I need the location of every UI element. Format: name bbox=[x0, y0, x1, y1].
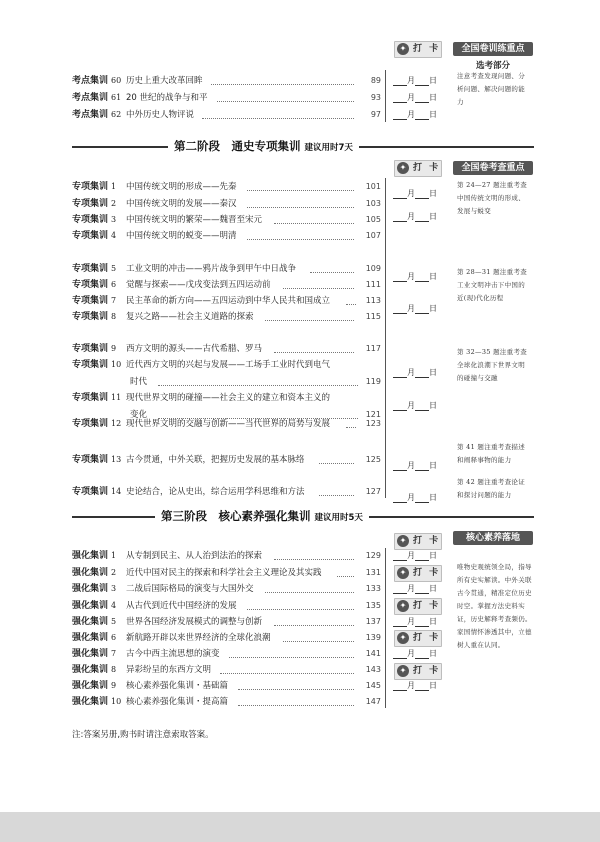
entry-label bbox=[72, 278, 116, 292]
entry-label bbox=[72, 647, 116, 661]
toc-entry[interactable] bbox=[0, 663, 600, 677]
entry-title: 历史上重大改革回眸 bbox=[126, 76, 203, 86]
checkin-date[interactable] bbox=[393, 188, 437, 199]
entry-label-text: 专项集训 bbox=[72, 264, 109, 274]
entry-title: 新航路开辟以来世界经济的全球化浪潮 bbox=[126, 633, 271, 643]
entry-number: 2 bbox=[111, 199, 117, 208]
entry-title: 核心素养强化集训・提高篇 bbox=[126, 697, 229, 707]
entry-label bbox=[72, 599, 116, 613]
leader-dots bbox=[238, 689, 354, 690]
entry-title: 中国传统文明的蜕变——明清 bbox=[126, 231, 237, 241]
entry-label bbox=[72, 582, 116, 596]
entry-title: 中外历史人物评说 bbox=[126, 110, 195, 120]
month-blank[interactable] bbox=[393, 110, 407, 120]
month-char: 月 bbox=[407, 189, 415, 198]
entry-label-text: 强化集训 bbox=[72, 649, 109, 659]
entry-label-text: 强化集训 bbox=[72, 601, 109, 611]
entry-title: 古今中西主流思想的演变 bbox=[126, 649, 220, 659]
page-number: 131 bbox=[365, 568, 381, 577]
entry-number: 3 bbox=[111, 215, 117, 224]
entry-number: 9 bbox=[111, 681, 117, 690]
leader-dots bbox=[319, 495, 354, 496]
toc-entry[interactable] bbox=[0, 74, 600, 88]
checkin-button[interactable] bbox=[394, 630, 442, 647]
checkin-label: 打 卡 bbox=[413, 536, 441, 546]
page-number: 97 bbox=[370, 110, 381, 119]
checkin-date[interactable] bbox=[393, 400, 437, 411]
page-number: 129 bbox=[365, 551, 381, 560]
entry-title: 20 世纪的战争与和平 bbox=[126, 93, 208, 103]
page-number: 119 bbox=[365, 377, 381, 386]
entry-label-text: 强化集训 bbox=[72, 584, 109, 594]
entry-label bbox=[72, 566, 116, 580]
entry-label-text: 专项集训 bbox=[72, 280, 109, 290]
entry-number: 9 bbox=[111, 344, 117, 353]
leader-dots bbox=[337, 576, 354, 577]
month-blank[interactable] bbox=[393, 189, 407, 199]
checkin-button[interactable] bbox=[394, 160, 442, 177]
month-blank[interactable] bbox=[393, 617, 407, 627]
exam-note-4: 第 41 题注重考查描述和阐释事物的能力 bbox=[457, 443, 526, 464]
entry-label-text: 专项集训 bbox=[72, 312, 109, 322]
page-number: 125 bbox=[365, 455, 381, 464]
day-char: 日 bbox=[429, 681, 437, 690]
leader-dots bbox=[310, 272, 354, 273]
section-tag: 核心素养落地 bbox=[453, 531, 533, 545]
month-char: 月 bbox=[407, 649, 415, 658]
checkin-date[interactable] bbox=[393, 460, 437, 471]
entry-label-text: 强化集训 bbox=[72, 551, 109, 561]
toc-entry[interactable] bbox=[0, 417, 600, 431]
entry-title-line2: 变化 bbox=[130, 410, 148, 420]
day-blank[interactable] bbox=[415, 461, 429, 471]
entry-number: 6 bbox=[111, 280, 117, 289]
month-blank[interactable] bbox=[393, 76, 407, 86]
entry-label-text: 强化集训 bbox=[72, 665, 109, 675]
leader-dots bbox=[211, 84, 354, 85]
entry-label bbox=[72, 549, 116, 563]
entry-title: 中国传统文明的发展——秦汉 bbox=[126, 199, 237, 209]
check-star-icon: ✦ bbox=[397, 632, 409, 644]
entry-title-line2: 时代 bbox=[130, 377, 148, 387]
month-char: 月 bbox=[407, 110, 415, 119]
checkin-button[interactable] bbox=[394, 565, 442, 582]
entry-label bbox=[72, 108, 121, 122]
month-char: 月 bbox=[407, 272, 415, 281]
entry-title: 民主革命的新方向——五四运动到中华人民共和国成立 bbox=[126, 296, 331, 306]
toc-entry[interactable] bbox=[0, 310, 600, 324]
day-char: 日 bbox=[429, 493, 437, 502]
checkin-date[interactable] bbox=[393, 367, 437, 378]
entry-label bbox=[72, 197, 116, 211]
section-tag: 全国卷训练重点 bbox=[453, 42, 533, 56]
month-blank[interactable] bbox=[393, 551, 407, 561]
leader-dots bbox=[274, 559, 354, 560]
entry-number: 4 bbox=[111, 231, 117, 240]
day-char: 日 bbox=[429, 272, 437, 281]
checkin-button[interactable] bbox=[394, 663, 442, 680]
entry-label-text: 专项集训 bbox=[72, 344, 109, 354]
entry-label-text: 专项集训 bbox=[72, 182, 109, 192]
check-star-icon: ✦ bbox=[397, 162, 409, 174]
page-number: 103 bbox=[365, 199, 381, 208]
leader-dots bbox=[220, 673, 354, 674]
check-star-icon: ✦ bbox=[397, 535, 409, 547]
entry-label bbox=[72, 615, 116, 629]
entry-number: 1 bbox=[111, 182, 117, 191]
checkin-date[interactable] bbox=[393, 583, 437, 594]
entry-title: 中国传统文明的形成——先秦 bbox=[126, 182, 237, 192]
entry-number: 8 bbox=[111, 312, 117, 321]
leader-dots bbox=[247, 239, 354, 240]
day-char: 日 bbox=[429, 189, 437, 198]
checkin-label: 打 卡 bbox=[413, 163, 441, 173]
day-blank[interactable] bbox=[415, 401, 429, 411]
leader-dots bbox=[274, 625, 354, 626]
month-blank[interactable] bbox=[393, 681, 407, 691]
exam-note-3: 第 32—35 题注重考查全球化浪潮下世界文明的碰撞与交融 bbox=[457, 348, 528, 382]
month-char: 月 bbox=[407, 368, 415, 377]
checkin-date[interactable] bbox=[393, 680, 437, 691]
toc-entry[interactable] bbox=[0, 391, 600, 405]
entry-number: 5 bbox=[111, 617, 117, 626]
leader-dots bbox=[283, 288, 354, 289]
checkin-date[interactable] bbox=[393, 211, 437, 222]
entry-number: 3 bbox=[111, 584, 117, 593]
month-blank[interactable] bbox=[393, 649, 407, 659]
entry-title: 复兴之路——社会主义道路的探索 bbox=[126, 312, 254, 322]
month-blank[interactable] bbox=[393, 304, 407, 314]
entry-title: 现代世界文明的碰撞——社会主义的建立和资本主义的 bbox=[126, 393, 331, 403]
entry-label bbox=[72, 310, 116, 324]
entry-title: 工业文明的冲击——鸦片战争到甲午中日战争 bbox=[126, 264, 297, 274]
page-number: 89 bbox=[370, 76, 381, 85]
entry-label bbox=[72, 180, 116, 194]
checkin-button[interactable] bbox=[394, 41, 442, 58]
day-blank[interactable] bbox=[415, 649, 429, 659]
checkin-button[interactable] bbox=[394, 598, 442, 615]
month-char: 月 bbox=[407, 212, 415, 221]
month-char: 月 bbox=[407, 681, 415, 690]
page-number: 139 bbox=[365, 633, 381, 642]
page-number: 93 bbox=[370, 93, 381, 102]
entry-number: 12 bbox=[111, 419, 122, 428]
entry-label-text: 强化集训 bbox=[72, 568, 109, 578]
entry-label-text: 专项集训 bbox=[72, 215, 109, 225]
entry-number: 14 bbox=[111, 487, 122, 496]
day-char: 日 bbox=[429, 584, 437, 593]
entry-title: 近代西方文明的兴起与发展——工场手工业时代到电气 bbox=[126, 360, 331, 370]
day-blank[interactable] bbox=[415, 368, 429, 378]
leader-dots bbox=[217, 101, 354, 102]
month-char: 月 bbox=[407, 551, 415, 560]
day-char: 日 bbox=[429, 304, 437, 313]
month-char: 月 bbox=[407, 93, 415, 102]
leader-dots bbox=[319, 463, 354, 464]
day-blank[interactable] bbox=[415, 681, 429, 691]
entry-label bbox=[72, 262, 116, 276]
page-number: 137 bbox=[365, 617, 381, 626]
checkin-date[interactable] bbox=[393, 648, 437, 659]
toc-entry[interactable] bbox=[0, 108, 600, 122]
day-blank[interactable] bbox=[415, 551, 429, 561]
leader-dots bbox=[265, 320, 354, 321]
day-char: 日 bbox=[429, 93, 437, 102]
entry-title: 中国传统文明的繁荣——魏晋至宋元 bbox=[126, 215, 263, 225]
entry-number: 8 bbox=[111, 665, 117, 674]
page-number: 145 bbox=[365, 681, 381, 690]
entry-title: 古今贯通，中外关联，把握历史发展的基本脉络 bbox=[126, 455, 305, 465]
entry-label-text: 专项集训 bbox=[72, 231, 109, 241]
month-blank[interactable] bbox=[393, 401, 407, 411]
entry-title: 近代中国对民主的探索和科学社会主义理论及其实践 bbox=[126, 568, 322, 578]
entry-label-text: 强化集训 bbox=[72, 633, 109, 643]
entry-label-text: 考点集训 bbox=[72, 76, 109, 86]
entry-label-text: 考点集训 bbox=[72, 110, 109, 120]
day-blank[interactable] bbox=[415, 189, 429, 199]
entry-label-text: 考点集训 bbox=[72, 93, 109, 103]
day-char: 日 bbox=[429, 551, 437, 560]
entry-number: 11 bbox=[111, 393, 122, 402]
section-note: 注意考查发现问题、分析问题、解决问题的能力 bbox=[457, 72, 525, 106]
entry-title: 从古代到近代中国经济的发展 bbox=[126, 601, 237, 611]
checkin-label: 打 卡 bbox=[413, 666, 441, 676]
leader-dots bbox=[274, 352, 354, 353]
entry-label bbox=[72, 631, 116, 645]
month-char: 月 bbox=[407, 401, 415, 410]
checkin-date[interactable] bbox=[393, 75, 437, 86]
leader-dots bbox=[283, 641, 354, 642]
leader-dots bbox=[247, 609, 354, 610]
page-number: 121 bbox=[365, 410, 381, 419]
entry-number: 4 bbox=[111, 601, 117, 610]
entry-label bbox=[72, 679, 116, 693]
entry-label bbox=[72, 229, 116, 243]
entry-number: 1 bbox=[111, 551, 117, 560]
entry-number: 2 bbox=[111, 568, 117, 577]
check-star-icon: ✦ bbox=[397, 600, 409, 612]
section-heading bbox=[168, 138, 359, 154]
month-char: 月 bbox=[407, 617, 415, 626]
toc-entry[interactable] bbox=[0, 695, 600, 709]
entry-label bbox=[72, 358, 121, 372]
month-blank[interactable] bbox=[393, 461, 407, 471]
entry-title: 从专制到民主、从人治到法治的探索 bbox=[126, 551, 263, 561]
day-char: 日 bbox=[429, 212, 437, 221]
entry-title: 二战后国际格局的演变与大国外交 bbox=[126, 584, 254, 594]
page-number: 109 bbox=[365, 264, 381, 273]
entry-label bbox=[72, 294, 116, 308]
month-char: 月 bbox=[407, 76, 415, 85]
entry-label-text: 专项集训 bbox=[72, 419, 109, 429]
checkin-label: 打 卡 bbox=[413, 633, 441, 643]
checkin-date[interactable] bbox=[393, 616, 437, 627]
day-char: 日 bbox=[429, 368, 437, 377]
checkin-label: 打 卡 bbox=[413, 568, 441, 578]
page-number: 105 bbox=[365, 215, 381, 224]
entry-number: 6 bbox=[111, 633, 117, 642]
month-blank[interactable] bbox=[393, 272, 407, 282]
checkin-date[interactable] bbox=[393, 550, 437, 561]
month-blank[interactable] bbox=[393, 93, 407, 103]
day-blank[interactable] bbox=[415, 212, 429, 222]
page-number: 143 bbox=[365, 665, 381, 674]
checkin-date[interactable] bbox=[393, 109, 437, 120]
page-number: 135 bbox=[365, 601, 381, 610]
exam-note-5: 第 42 题注重考查论证和探讨问题的能力 bbox=[457, 478, 526, 499]
entry-label bbox=[72, 391, 121, 405]
checkin-date[interactable] bbox=[393, 303, 437, 314]
day-char: 日 bbox=[429, 649, 437, 658]
toc-entry[interactable] bbox=[0, 91, 600, 105]
page-number: 111 bbox=[365, 280, 381, 289]
page-number: 141 bbox=[365, 649, 381, 658]
entry-title: 觉醒与探索——戊戌变法到五四运动前 bbox=[126, 280, 271, 290]
leader-dots bbox=[202, 118, 354, 119]
entry-label-text: 专项集训 bbox=[72, 296, 109, 306]
page-number: 113 bbox=[365, 296, 381, 305]
checkin-date[interactable] bbox=[393, 492, 437, 503]
day-blank[interactable] bbox=[415, 584, 429, 594]
entry-label bbox=[72, 663, 116, 677]
footnote: 注:答案另册,购书时请注意索取答案。 bbox=[72, 730, 214, 740]
check-star-icon: ✦ bbox=[397, 567, 409, 579]
section-title: 第二阶段 通史专项集训 bbox=[174, 139, 301, 153]
entry-label bbox=[72, 417, 121, 431]
entry-label bbox=[72, 453, 121, 467]
leader-dots bbox=[274, 223, 354, 224]
entry-number: 7 bbox=[111, 649, 117, 658]
entry-title: 核心素养强化集训・基础篇 bbox=[126, 681, 229, 691]
month-blank[interactable] bbox=[393, 212, 407, 222]
entry-label bbox=[72, 342, 116, 356]
page-number: 117 bbox=[365, 344, 381, 353]
checkin-date[interactable] bbox=[393, 271, 437, 282]
entry-title: 异彩纷呈的东西方文明 bbox=[126, 665, 212, 675]
check-star-icon: ✦ bbox=[397, 43, 409, 55]
section-duration: 建议用时5天 bbox=[314, 513, 363, 523]
entry-label bbox=[72, 74, 121, 88]
day-blank[interactable] bbox=[415, 272, 429, 282]
day-char: 日 bbox=[429, 461, 437, 470]
page-number: 127 bbox=[365, 487, 381, 496]
entry-number: 62 bbox=[111, 110, 122, 119]
entry-label-text: 专项集训 bbox=[72, 393, 109, 403]
exam-note-2: 第 28—31 题注重考查工业文明冲击下中国的近(现)代化历程 bbox=[457, 268, 528, 302]
section-heading bbox=[155, 508, 369, 524]
checkin-label: 打 卡 bbox=[413, 44, 441, 54]
month-char: 月 bbox=[407, 493, 415, 502]
leader-dots bbox=[229, 657, 354, 658]
entry-number: 13 bbox=[111, 455, 122, 464]
entry-label-text: 专项集训 bbox=[72, 360, 109, 370]
toc-entry[interactable] bbox=[0, 229, 600, 243]
month-blank[interactable] bbox=[393, 493, 407, 503]
elective-subtitle: 选考部分 bbox=[475, 61, 510, 71]
day-char: 日 bbox=[429, 401, 437, 410]
page-number: 107 bbox=[365, 231, 381, 240]
checkin-label: 打 卡 bbox=[413, 601, 441, 611]
entry-label bbox=[72, 213, 116, 227]
month-blank[interactable] bbox=[393, 368, 407, 378]
entry-label-text: 强化集训 bbox=[72, 697, 109, 707]
page-footer-band bbox=[0, 812, 600, 842]
core-literacy-note: 唯物史观统领全局，指导所有史实解读。中外关联古今贯通，精准定位历史时空。掌握方法史料实证，历史解释考查频仍。家国情怀渗透其中，立德树人重在认同。 bbox=[457, 563, 532, 649]
day-char: 日 bbox=[429, 617, 437, 626]
entry-title: 史论结合，论从史出，综合运用学科思维和方法 bbox=[126, 487, 305, 497]
entry-number: 5 bbox=[111, 264, 117, 273]
checkin-button[interactable] bbox=[394, 533, 442, 550]
page-number: 147 bbox=[365, 697, 381, 706]
day-blank[interactable] bbox=[415, 110, 429, 120]
entry-number: 10 bbox=[111, 360, 122, 369]
section-duration: 建议用时7天 bbox=[304, 143, 353, 153]
section-tag: 全国卷考查重点 bbox=[453, 161, 533, 175]
entry-number: 61 bbox=[111, 93, 122, 102]
day-blank[interactable] bbox=[415, 617, 429, 627]
entry-title: 西方文明的源头——古代希腊、罗马 bbox=[126, 344, 263, 354]
day-blank[interactable] bbox=[415, 304, 429, 314]
entry-title: 现代世界文明的交融与创新——当代世界的局势与发展 bbox=[126, 419, 331, 429]
page-number: 101 bbox=[365, 182, 381, 191]
leader-dots bbox=[158, 385, 358, 386]
leader-dots bbox=[238, 705, 354, 706]
toc-entry[interactable] bbox=[0, 679, 600, 693]
leader-dots bbox=[265, 592, 354, 593]
month-char: 月 bbox=[407, 461, 415, 470]
entry-label-text: 专项集训 bbox=[72, 487, 109, 497]
exam-note-1: 第 24—27 题注重考查中国传统文明的形成、发展与蜕变 bbox=[457, 181, 528, 215]
entry-label-text: 专项集训 bbox=[72, 199, 109, 209]
entry-number: 7 bbox=[111, 296, 117, 305]
day-blank[interactable] bbox=[415, 493, 429, 503]
month-char: 月 bbox=[407, 584, 415, 593]
entry-label-text: 强化集训 bbox=[72, 681, 109, 691]
leader-dots bbox=[247, 190, 354, 191]
entry-title: 世界各国经济发展模式的调整与创新 bbox=[126, 617, 263, 627]
entry-label bbox=[72, 695, 121, 709]
page-number: 123 bbox=[365, 419, 381, 428]
day-blank[interactable] bbox=[415, 76, 429, 86]
page-number: 133 bbox=[365, 584, 381, 593]
entry-number: 10 bbox=[111, 697, 122, 706]
entry-label bbox=[72, 485, 121, 499]
section-title: 第三阶段 核心素养强化集训 bbox=[161, 509, 311, 523]
month-blank[interactable] bbox=[393, 584, 407, 594]
check-star-icon: ✦ bbox=[397, 665, 409, 677]
leader-dots bbox=[247, 207, 354, 208]
entry-label-text: 专项集训 bbox=[72, 455, 109, 465]
entry-label bbox=[72, 91, 121, 105]
month-char: 月 bbox=[407, 304, 415, 313]
entry-label-text: 强化集训 bbox=[72, 617, 109, 627]
page-number: 115 bbox=[365, 312, 381, 321]
day-blank[interactable] bbox=[415, 93, 429, 103]
entry-number: 60 bbox=[111, 76, 122, 85]
day-char: 日 bbox=[429, 76, 437, 85]
day-char: 日 bbox=[429, 110, 437, 119]
checkin-date[interactable] bbox=[393, 92, 437, 103]
